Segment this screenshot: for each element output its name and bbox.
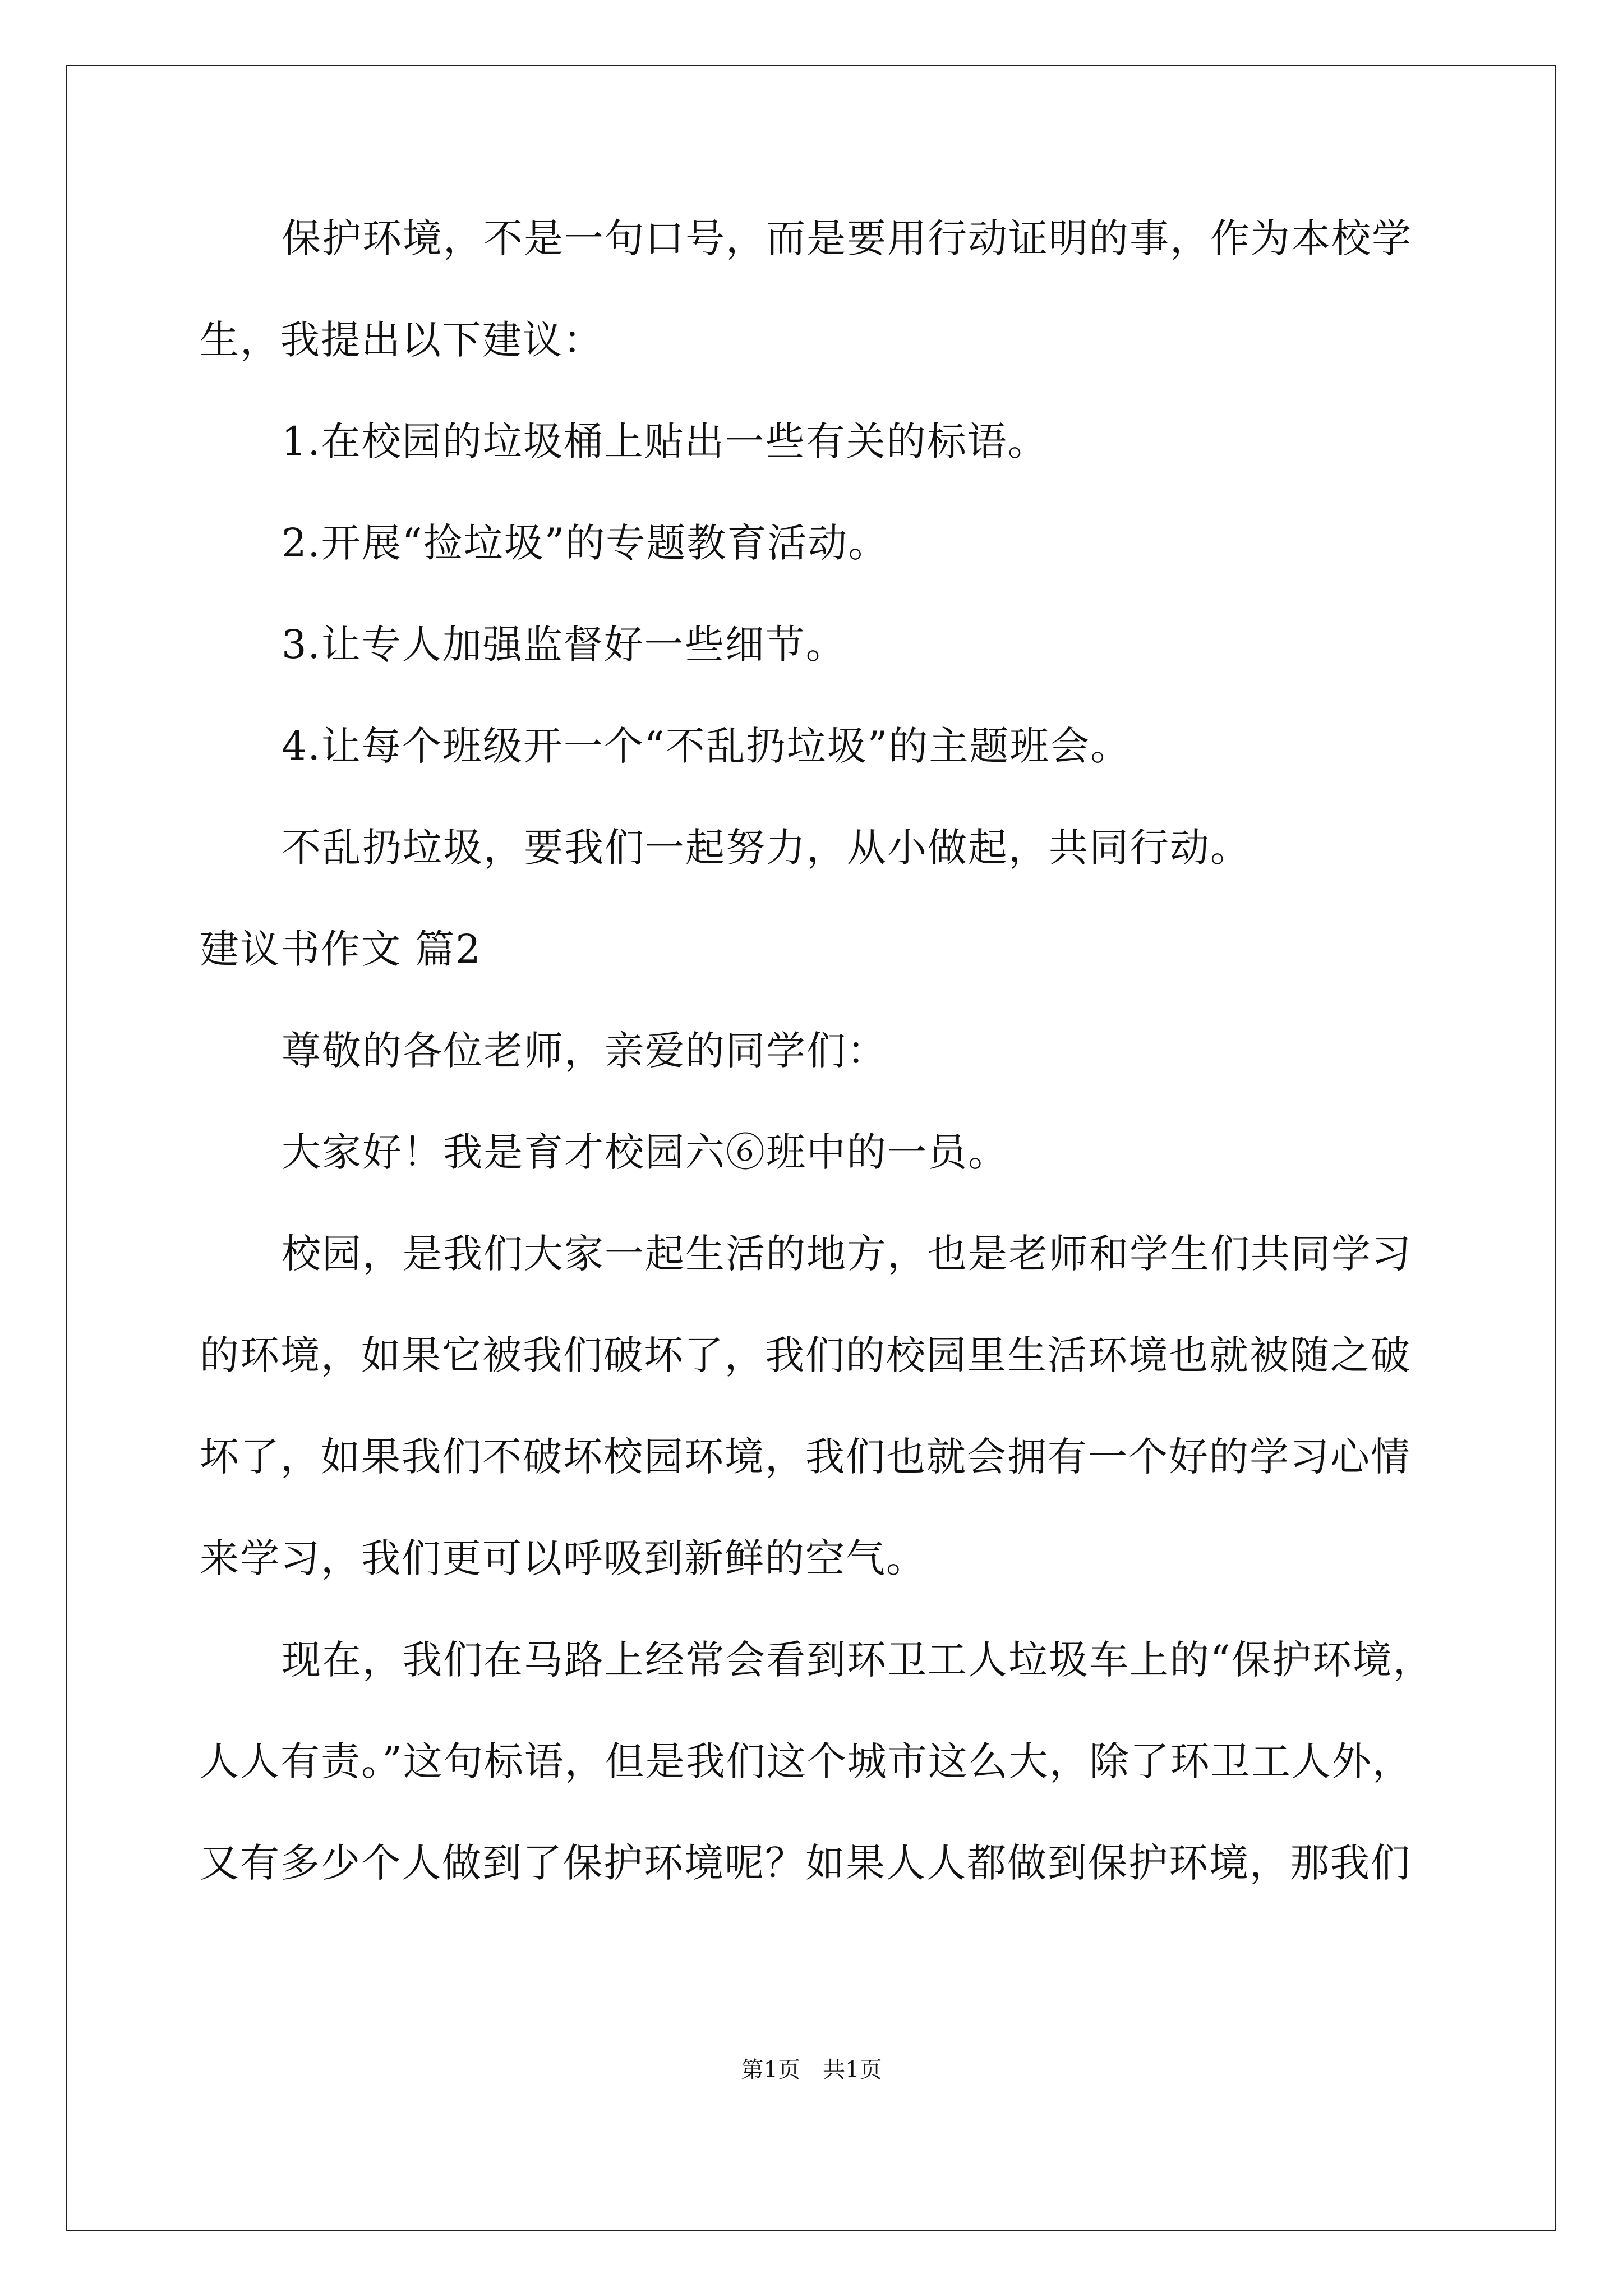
list-item: 4.让每个班级开一个“不乱扔垃圾”的主题班会。 xyxy=(282,723,1131,769)
paragraph-line: 坏了，如果我们不破坏校园环境，我们也就会拥有一个好的学习心情 xyxy=(200,1434,1411,1480)
paragraph-line: 保护环境，不是一句口号，而是要用行动证明的事，作为本校学 xyxy=(282,215,1412,261)
list-item: 2.开展“捡垃圾”的专题教育活动。 xyxy=(282,520,889,566)
paragraph-line: 不乱扔垃圾，要我们一起努力，从小做起，共同行动。 xyxy=(282,825,1251,871)
paragraph-line: 的环境，如果它被我们破坏了，我们的校园里生活环境也就被随之破 xyxy=(200,1332,1411,1378)
section-heading: 建议书作文 篇2 xyxy=(200,926,482,972)
paragraph-line: 人人有责。”这句标语，但是我们这个城市这么大，除了环卫工人外， xyxy=(200,1738,1413,1784)
paragraph-line: 来学习，我们更可以呼吸到新鲜的空气。 xyxy=(200,1535,926,1581)
paragraph-line: 生，我提出以下建议： xyxy=(200,317,603,363)
page-number-footer: 第1页 共1页 xyxy=(741,2057,882,2083)
salutation: 尊敬的各位老师，亲爱的同学们： xyxy=(282,1028,887,1074)
paragraph-line: 大家好！我是育才校园六⑥班中的一员。 xyxy=(282,1129,1008,1175)
paragraph-line: 又有多少个人做到了保护环境呢？如果人人都做到保护环境，那我们 xyxy=(200,1840,1411,1886)
paragraph-line: 现在，我们在马路上经常会看到环卫工人垃圾车上的“保护环境， xyxy=(282,1637,1433,1683)
paragraph-line: 校园，是我们大家一起生活的地方，也是老师和学生们共同学习 xyxy=(282,1231,1412,1277)
list-item: 3.让专人加强监督好一些细节。 xyxy=(282,622,846,668)
list-item: 1.在校园的垃圾桶上贴出一些有关的标语。 xyxy=(282,418,1048,464)
